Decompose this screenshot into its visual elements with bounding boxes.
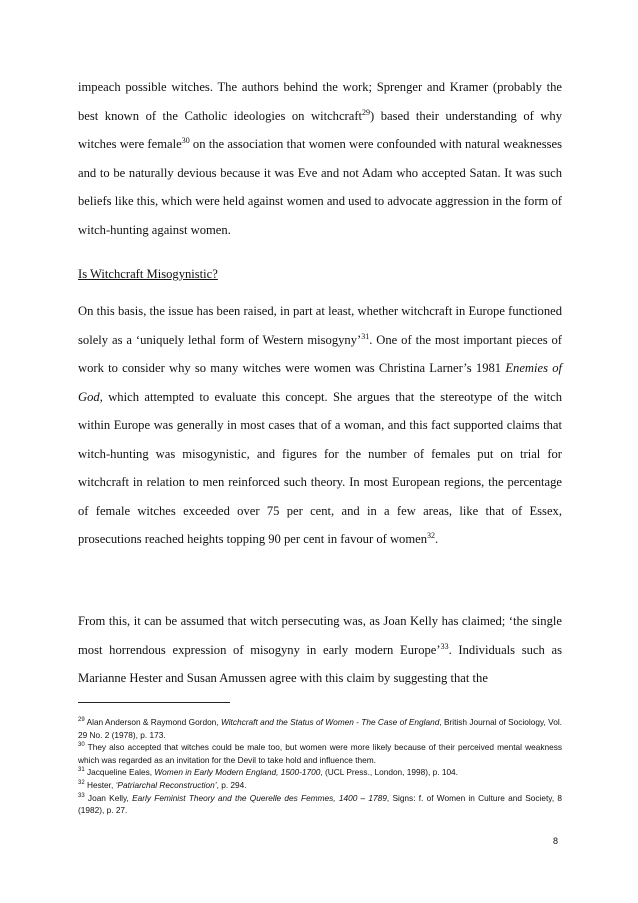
footnote-text: Jacqueline Eales, bbox=[84, 767, 155, 778]
paragraph-text: . bbox=[435, 532, 439, 546]
footnote-ref-33[interactable]: 33 bbox=[440, 641, 449, 651]
footnote-ref-31[interactable]: 31 bbox=[361, 331, 370, 341]
book-title: Enemies of God bbox=[78, 361, 562, 404]
footnote-title: Early Feminist Theory and the Querelle des Femmes, 1400 – 1789 bbox=[132, 792, 387, 803]
paragraph-text: , which attempted to evaluate this concept. She argues that the stereotype of the witch within Europe was generally in most cases that of a woman, and this fact supported claims that witch-hunting was misogynistic, and figures for the number of females put on trial for witchcraft in relation to men reinforced such theory. In most European regions, the percentage of female witches exceeded over 75 per cent, and in a few areas, like that of Essex, prosecutions reached heights topping 90 per cent in favour of women bbox=[78, 389, 562, 546]
footnote-title: Witchcraft and the Status of Women - The Case of England bbox=[220, 717, 440, 727]
footnotes bbox=[78, 716, 562, 817]
footnote-number: 32 bbox=[78, 780, 85, 787]
paragraph-text: impeach possible witches. The authors behind the work; Sprenger and Kramer (probably the best known of the Catholic ideologies on witchcraft bbox=[78, 80, 562, 123]
footnote-number: 29 bbox=[78, 717, 85, 724]
footnote-text: Hester, bbox=[84, 779, 116, 790]
footnote-ref-32[interactable]: 32 bbox=[427, 530, 436, 540]
footnote-text: Joan Kelly, bbox=[84, 792, 133, 803]
paragraph-text: ) based their understanding of why witches were female bbox=[78, 108, 563, 151]
paragraph-text: . Individuals such as Marianne Hester and Susan Amussen agree with this claim by suggesting that the bbox=[78, 642, 562, 685]
paragraph-text: From this, it can be assumed that witch persecuting was, as Joan Kelly has claimed; ‘the single most horrendous expression of misogyny in early modern Europe’ bbox=[78, 614, 562, 657]
footnote-31 bbox=[78, 766, 562, 779]
footnote-title: ‘Patriarchal Reconstruction’ bbox=[115, 779, 217, 790]
footnote-30 bbox=[78, 741, 562, 766]
paragraph-text: on the association that women were confounded with natural weaknesses and to be naturally devious because it was Eve and not Adam who accepted Satan. It was such beliefs like this, which were held against women and used to advocate aggression in the form of witch-hunting against women. bbox=[78, 137, 563, 237]
body-paragraph-1 bbox=[78, 73, 562, 244]
footnote-text: , p. 294. bbox=[216, 779, 247, 790]
footnote-text: , British Journal of Sociology, Vol. 29 No. 2 (1978), p. 173. bbox=[78, 717, 562, 740]
footnote-ref-29[interactable]: 29 bbox=[362, 107, 371, 117]
footnote-number: 30 bbox=[78, 742, 85, 749]
body-paragraph-2 bbox=[78, 297, 562, 554]
paragraph-text: On this basis, the issue has been raised, in part at least, whether witchcraft in Europe functioned solely as a ‘uniquely lethal form of Western misogyny’ bbox=[78, 304, 562, 347]
footnote-ref-30[interactable]: 30 bbox=[181, 135, 190, 145]
page-number: 8 bbox=[553, 836, 559, 846]
paragraph-text: . One of the most important pieces of work to consider why so many witches were women was Christina Larner’s 1981 bbox=[78, 332, 563, 375]
footnote-text: Alan Anderson & Raymond Gordon, bbox=[84, 717, 221, 727]
footnote-title: Women in Early Modern England, 1500-1700 bbox=[154, 767, 321, 778]
footnote-32 bbox=[78, 779, 562, 792]
footnote-text: , (UCL Press., London, 1998), p. 104. bbox=[320, 767, 458, 778]
footnote-text: They also accepted that witches could be male too, but women were more likely because of their perceived mental weakness which was regarded as an invitation for the Devil to take hold and influence them. bbox=[78, 742, 562, 765]
footnote-number: 31 bbox=[78, 767, 85, 774]
footnote-text: , Signs: f. of Women in Culture and Society, 8 (1982), p. 27. bbox=[78, 792, 563, 816]
footnote-29 bbox=[78, 716, 562, 741]
footnote-separator bbox=[78, 702, 230, 703]
footnote-33 bbox=[78, 792, 562, 817]
footnote-number: 33 bbox=[78, 792, 85, 799]
body-paragraph-3 bbox=[78, 607, 562, 693]
section-heading: Is Witchcraft Misogynistic? bbox=[78, 267, 218, 281]
